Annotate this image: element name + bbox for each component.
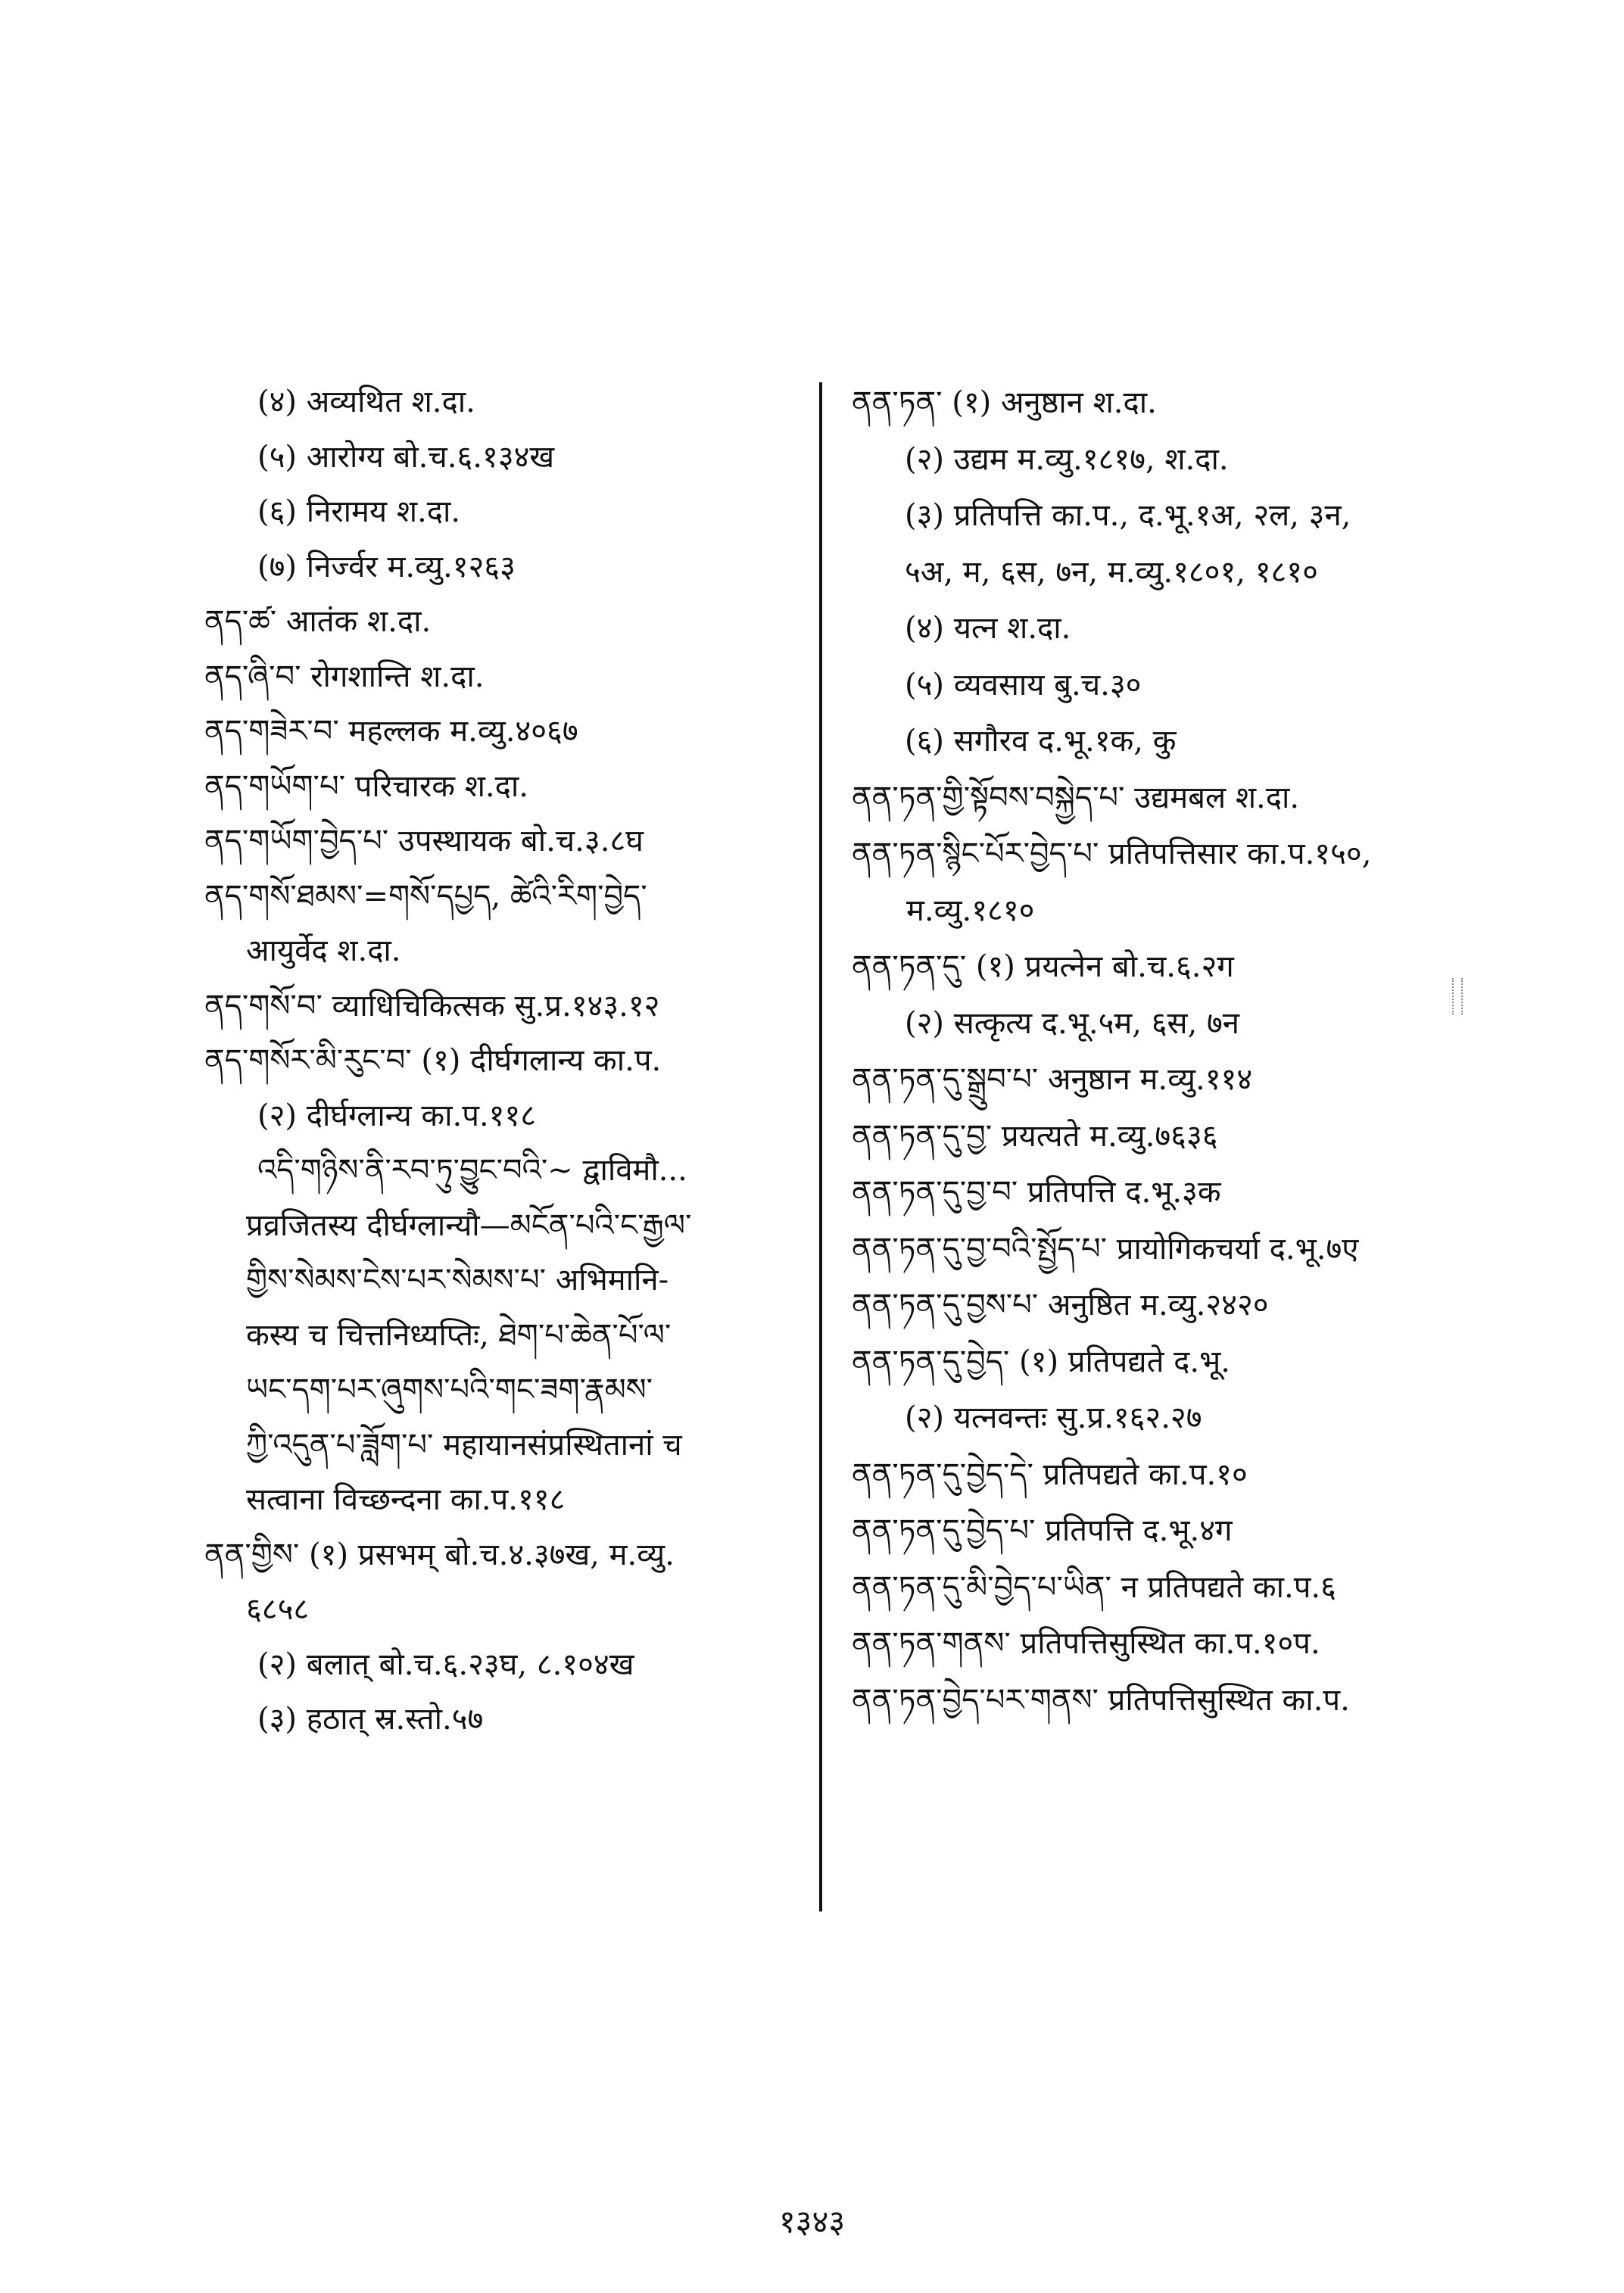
headword-line: ནད་གཡོག་བྱེད་པ་ उपस्थायक बो.च.३.८घ [204, 824, 644, 858]
example-line: འདི་གཉིས་ནི་རབ་ཏུ་བྱུང་བའི་~ द्वाविमौ... [257, 1153, 687, 1188]
headword-line: ནན་ཏན་ (१) अनुष्ठान श.दा. [852, 385, 1157, 420]
headword-line: ནན་ཏན་དུ་བྱེད་པ་ प्रतिपत्ति द.भू.४ग [852, 1513, 1233, 1548]
entry-line: (५) व्यवसाय बु.च.३० [905, 667, 1142, 703]
headword-line: ནད་གསོ་བ་ व्याधिचिकित्सक सु.प्र.१४३.१२ [204, 988, 660, 1023]
entry-line: (२) बलात् बो.च.६.२३घ, ८.१०४ख [257, 1647, 634, 1682]
example-line: ཀྱི་འདུན་པ་ཟློག་པ་ महायानसंप्रस्थितानां च [246, 1427, 682, 1463]
headword-line: ནན་ཏན་དུ་བྱ་བ་ प्रतिपत्ति द.भू.३क [852, 1175, 1221, 1210]
entry-line: (६) सगौरव द.भू.१क, कु [905, 724, 1177, 759]
entry-line: (२) यत्नवन्तः सु.प्र.१६२.२७ [905, 1400, 1202, 1435]
continuation-line: म.व्यु.१८१० [906, 893, 1035, 928]
headword-line: ནན་གྱིས་ (१) प्रसभम् बो.च.४.३७ख, म.व्यु. [204, 1537, 675, 1572]
headword-line: ནད་ཞི་བ་ रोगशान्ति श.दा. [204, 659, 485, 694]
entry-line: (२) उद्यम म.व्यु.१८१७, श.दा. [905, 441, 1229, 477]
headword-line: ནན་ཏན་དུ་སྒྲུབ་པ་ अनुष्ठान म.व्यु.११४ [852, 1062, 1253, 1097]
headword-line: ནད་གཟེར་བ་ महल्लक म.व्यु.४०६७ [204, 714, 578, 749]
entry-line: (४) अव्यथित श.दा. [257, 385, 475, 419]
entry-line: (३) हठात् स्र.स्तो.५७ [257, 1702, 484, 1737]
example-line: གྱིས་སེམས་ངེས་པར་སེམས་པ་ अभिमानि- [246, 1263, 669, 1298]
headword-line: ནན་ཏན་དུ་བྱ་བའི་སྤྱོད་པ་ प्रायोगिकचर्या द.भू.७ए [852, 1231, 1359, 1266]
example-line: सत्वाना विच्छन्दना का.प.११८ [246, 1482, 566, 1517]
scan-artifact [1452, 978, 1463, 1014]
column-divider [819, 382, 822, 1911]
headword-line: ནད་གཡོག་པ་ परिचारक श.दा. [204, 768, 528, 804]
headword-line: ནན་ཏན་དུ་ (१) प्रयत्नेन बो.च.६.२ग [852, 949, 1234, 984]
entry-line: (२) दीर्घग्लान्य का.प.११८ [257, 1098, 537, 1133]
continuation-line: ६८५८ [246, 1592, 310, 1627]
continuation-line: ५अ, म, ६स, ७न, म.व्यु.१८०१, १८१० [905, 554, 1318, 590]
headword-line: ནན་ཏན་གྱི་སྟོབས་བསྐྱེད་པ་ उद्यमबल श.दा. [852, 780, 1300, 815]
entry-line: (४) यत्न श.दा. [905, 611, 1071, 646]
headword-line: ནད་ཚ་ आतंक श.दा. [204, 604, 432, 639]
headword-line: ནན་ཏན་བྱེད་པར་གནས་ प्रतिपत्तिसुस्थित का.प. [852, 1682, 1350, 1718]
right-column [852, 375, 1473, 1728]
headword-line: ནད་གསོར་མི་རུང་བ་ (१) दीर्घगलान्य का.प. [204, 1043, 662, 1078]
left-column [204, 375, 810, 1747]
entry-line: (३) प्रतिपत्ति का.प., द.भू.१अ, २ल, ३न, [905, 498, 1351, 533]
headword-line: ནན་ཏན་གནས་ प्रतिपत्तिसुस्थित का.प.१०प. [852, 1626, 1320, 1661]
entry-line: (२) सत्कृत्य द.भू.५म, ६स, ७न [905, 1005, 1240, 1041]
headword-line: ནན་ཏན་སྙིང་པོར་བྱེད་པ་ प्रतिपत्तिसार का.प.१५०, [852, 837, 1372, 871]
entry-line: (६) निरामय श.दा. [257, 494, 461, 529]
page-number: १३४३ [778, 2203, 846, 2240]
entry-line: (७) निर्ज्वर म.व्यु.१२६३ [257, 549, 516, 584]
example-line: ཡང་དག་པར་ཞུགས་པའི་གང་ཟག་རྣམས་ [246, 1372, 653, 1407]
headword-line: ནད་གསོ་ཐམས་=གསོ་དཔྱད, ཚེའི་རིག་བྱེད་ [204, 878, 647, 914]
example-line: कस्य च चित्तनिध्यप्तिः, ཐེག་པ་ཆེན་པོ་ལ་ [246, 1317, 672, 1353]
continuation-line: आयुर्वेद श.दा. [246, 933, 401, 968]
headword-line: ནན་ཏན་དུ་མི་བྱེད་པ་ཡིན་ न प्रतिपद्यते का.प.६ [852, 1569, 1336, 1605]
example-line: प्रव्रजितस्य दीर्घग्लान्यौ—མངོན་པའི་ང་རྒྱལ་ [246, 1207, 692, 1243]
headword-line: ནན་ཏན་དུ་བྱེད་དེ་ प्रतिपद्यते का.प.१० [852, 1456, 1248, 1492]
headword-line: ནན་ཏན་དུ་བྱེད་ (१) प्रतिपद्यते द.भू. [852, 1344, 1230, 1379]
headword-line: ནན་ཏན་དུ་བྱས་པ་ अनुष्ठित म.व्यु.२४२० [852, 1288, 1269, 1323]
headword-line: ནན་ཏན་དུ་བྱ་ प्रयत्यते म.व्यु.७६३६ [852, 1118, 1218, 1154]
entry-line: (५) आरोग्य बो.च.६.१३४ख [257, 439, 555, 475]
